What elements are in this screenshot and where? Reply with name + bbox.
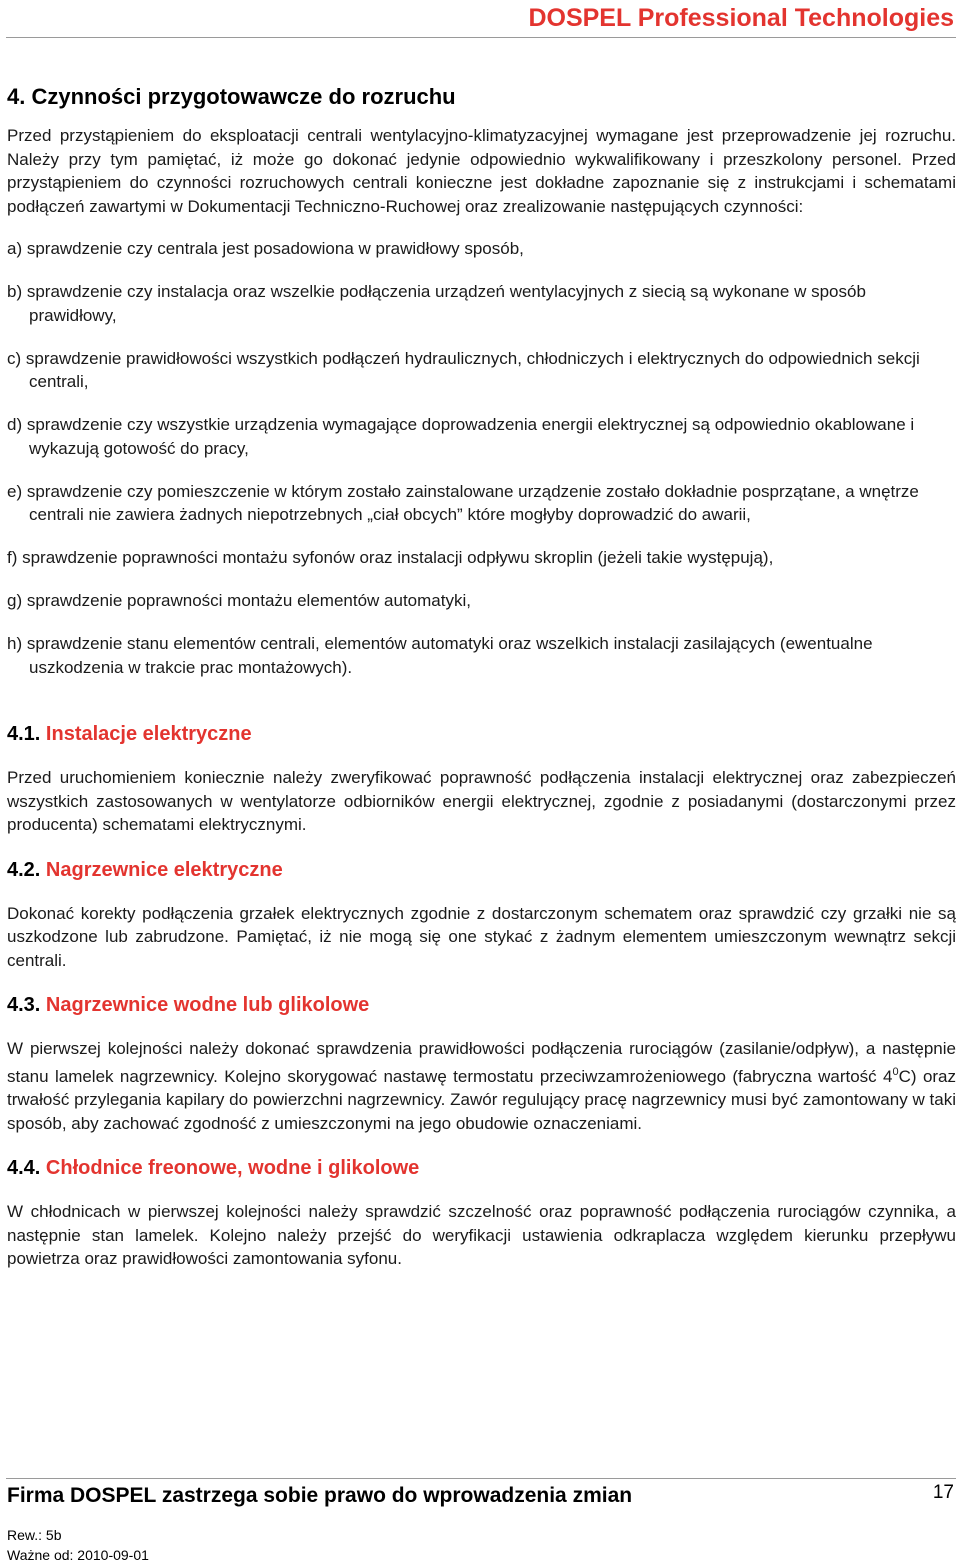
page-title: 4. Czynności przygotowawcze do rozruchu xyxy=(7,84,456,109)
page-content xyxy=(7,84,956,1271)
page-number: 17 xyxy=(932,1482,954,1503)
section-number: 4.2. xyxy=(7,858,41,881)
checklist-item: c) sprawdzenie prawidłowości wszystkich podłączeń hydraulicznych, chłodniczych i elektrycznych do odpowiednich sekcji centrali, xyxy=(7,348,920,391)
section-electrical-installations xyxy=(7,723,956,837)
checklist-item: h) sprawdzenie stanu elementów centrali, elementów automatyki oraz wszelkich instalacji zasilających (ewentualne uszkodzenia w trakcie prac montażowych). xyxy=(7,634,873,677)
checklist-item: d) sprawdzenie czy wszystkie urządzenia wymagające doprowadzenia energii elektrycznej są odpowiednio okablowane i wykazują gotowość do pracy, xyxy=(7,415,915,458)
section-coolers xyxy=(7,1157,956,1271)
section-title: Nagrzewnice wodne lub glikolowe xyxy=(45,994,370,1016)
section-text xyxy=(7,1037,956,1135)
section-text-part: C) oraz trwałość przylegania kapilary do powierzchni nagrzewnicy. Zawór regulujący pracę nagrzewnicy musi być zamontowany w taki sposób, aby zachować zgodność z umieszczonymi na jego obudowie oznaczeniami. xyxy=(7,1066,957,1133)
section-heading xyxy=(7,1157,956,1180)
checklist xyxy=(7,237,956,679)
footer-divider xyxy=(6,1478,956,1479)
section-heading xyxy=(7,994,956,1017)
section-water-heaters xyxy=(7,994,956,1135)
section-title: Chłodnice freonowe, wodne i glikolowe xyxy=(45,1157,420,1179)
intro-paragraph: Przed przystąpieniem do eksploatacji centrali wentylacyjno-klimatyzacyjnej wymagane jest przeprowadzenie jej rozruchu. Należy przy tym pamiętać, iż może go dokonać jedynie odpowiednio wykwalifikowany i przeszkolony personel. Przed przystąpieniem do czynności rozruchowych centrali konieczne jest dokładne zapoznanie się z instrukcjami i schematami podłączeń zawartymi w Dokumentacji Techniczno-Ruchowej oraz zrealizowanie następujących czynności: xyxy=(7,126,956,216)
section-number: 4.3. xyxy=(7,994,41,1016)
degree-superscript: 0 xyxy=(892,1065,899,1078)
section-number: 4.1. xyxy=(7,723,41,745)
section-title: Instalacje elektryczne xyxy=(45,723,252,745)
section-text-part: W pierwszej kolejności należy dokonać sprawdzenia prawidłowości podłączenia rurociągów (zasilanie/odpływ), a następnie stanu lamelek nagrzewnicy. Kolejno skorygować nastawę termostatu przeciwzamrożeniowego (fabryczna wartość 4 xyxy=(7,1039,956,1086)
checklist-item: f) sprawdzenie poprawności montażu syfonów oraz instalacji odpływu skroplin (jeżeli takie występują), xyxy=(7,548,774,567)
section-heading xyxy=(7,859,956,882)
section-number: 4.4. xyxy=(7,1157,41,1179)
header-divider xyxy=(6,37,956,38)
valid-from-label: Ważne od: 2010-09-01 xyxy=(7,1547,149,1563)
section-text: Przed uruchomieniem koniecznie należy zweryfikować poprawność podłączenia instalacji elektrycznej oraz zabezpieczeń wszystkich zastosowanych w wentylatorze odbiorników energii elektrycznej, zgodnie z posiadanymi (dostarczonymi przez producenta) schematami elektrycznymi. xyxy=(7,768,956,834)
section-text: Dokonać korekty podłączenia grzałek elektrycznych zgodnie z dostarczonym schematem oraz sprawdzić czy grzałki nie są uszkodzone lub zabrudzone. Pamiętać, iż nie mogą się one stykać z żadnym elementem umieszczonym wewnątrz sekcji centrali. xyxy=(7,903,956,970)
checklist-item: b) sprawdzenie czy instalacja oraz wszelkie podłączenia urządzeń wentylacyjnych z siecią są wykonane w sposób prawidłowy, xyxy=(7,282,866,325)
section-title: Nagrzewnice elektryczne xyxy=(45,858,283,881)
section-electric-heaters xyxy=(7,859,956,973)
checklist-item: g) sprawdzenie poprawności montażu elementów automatyki, xyxy=(7,591,471,610)
section-heading xyxy=(7,723,956,746)
checklist-item: e) sprawdzenie czy pomieszczenie w którym zostało zainstalowane urządzenie zostało dokładnie posprzątane, a wnętrze centrali nie zawiera żadnych niepotrzebnych „ciał obcych” które mogłyby doprowadzić do awarii, xyxy=(7,481,919,524)
brand-header: DOSPEL Professional Technologies xyxy=(528,4,954,32)
revision-label: Rew.: 5b xyxy=(7,1527,62,1543)
section-text: W chłodnicach w pierwszej kolejności należy sprawdzić szczelność oraz poprawność podłączenia rurociągów czynnika, a następnie stan lamelek. Kolejno należy przejść do weryfikacji ustawienia odkraplacza względem kierunku przepływu powietrza oraz prawidłowości zamontowania syfonu. xyxy=(7,1202,956,1268)
footer-note: Firma DOSPEL zastrzega sobie prawo do wprowadzenia zmian xyxy=(7,1484,633,1507)
checklist-item: a) sprawdzenie czy centrala jest posadowiona w prawidłowy sposób, xyxy=(7,239,524,258)
